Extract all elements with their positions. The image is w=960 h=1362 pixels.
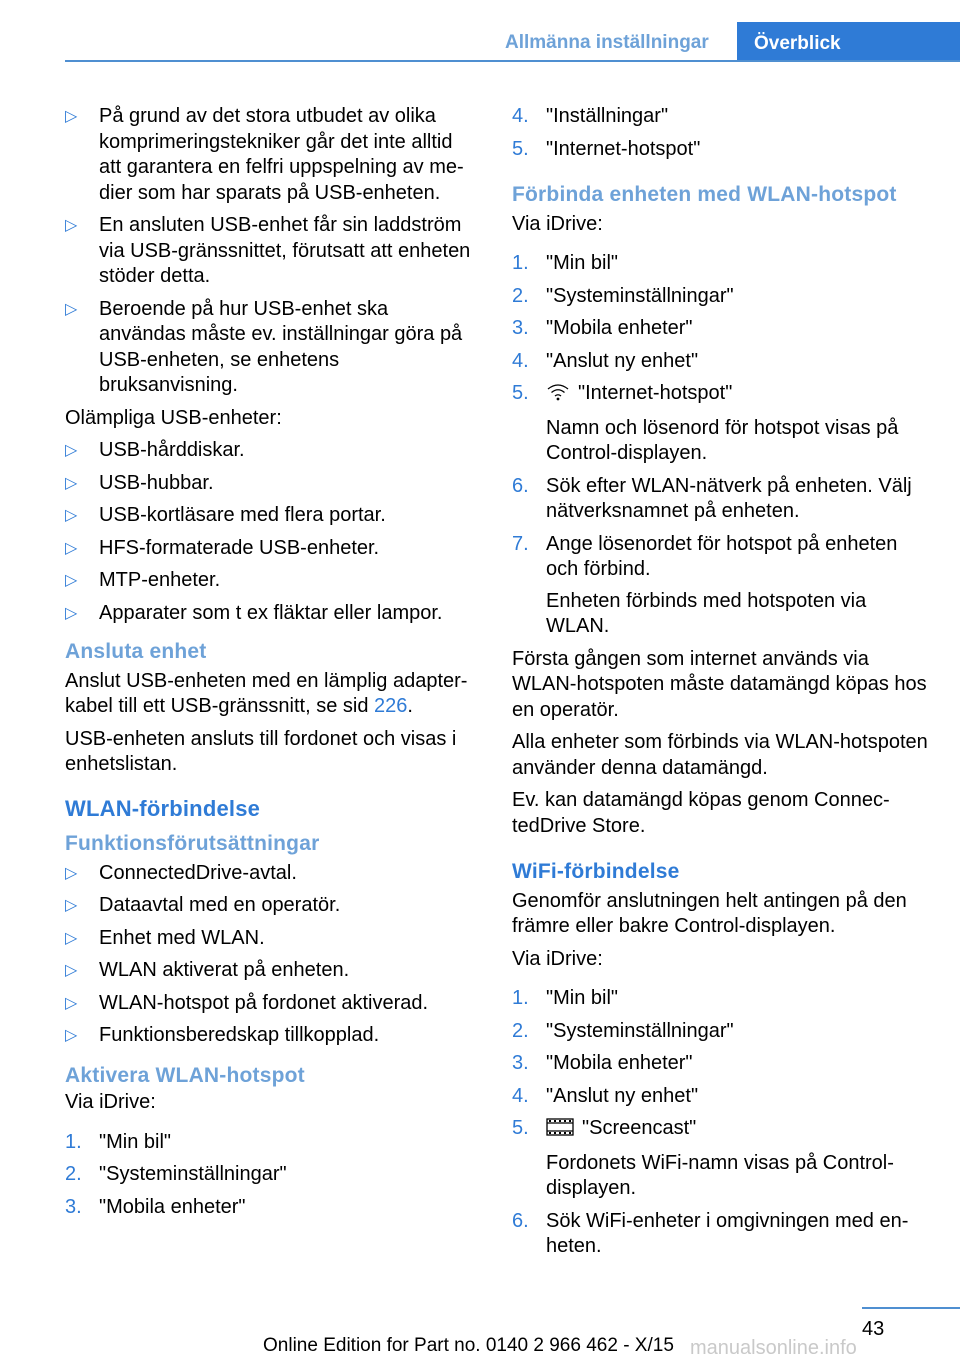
- prerequisites-list: [65, 861, 480, 1049]
- heading-prerequisites: Funktionsförutsättningar: [65, 832, 320, 855]
- hotspot-steps-list: [512, 251, 932, 374]
- bullet-marker-icon: ▷: [65, 962, 78, 979]
- store-paragraph: Ev. kan datamängd köpas genom ConnectedDrive Store.: [512, 789, 890, 837]
- usb-note-item: ▷ Beroende på hur USB-enhet ska användas måste ev. inställningar göra på USB-enheten, se enhetens bruksanvisning.: [65, 297, 480, 399]
- heading-wlan: WLAN-förbindelse: [65, 795, 261, 821]
- left-column: [65, 104, 480, 1227]
- unsuitable-device-item: ▷ USB-hårddiskar.: [65, 438, 480, 464]
- heading-wifi: WiFi-förbindelse: [512, 860, 680, 883]
- header-section-title: Allmänna inställningar: [505, 32, 709, 53]
- connect-paragraph-2: USB-enheten ansluts till fordonet och visas i enhetslistan.: [65, 727, 457, 775]
- watermark: manualsonline.info: [690, 1337, 857, 1359]
- header-tab-overview: Överblick: [737, 22, 960, 62]
- shared-data-paragraph: Alla enheter som förbinds via WLAN-hotspoten använder denna datamängd.: [512, 731, 928, 779]
- footer-rule: [862, 1307, 960, 1309]
- prerequisite-item: ▷ WLAN-hotspot på fordonet aktiverad.: [65, 991, 480, 1017]
- wifi-steps-list: [512, 986, 932, 1109]
- bullet-marker-icon: ▷: [65, 217, 78, 234]
- unsuitable-devices-list: [65, 438, 480, 626]
- activate-step: 5. "Internet-hotspot": [512, 137, 701, 160]
- usb-notes-list: [65, 104, 480, 399]
- bullet-marker-icon: ▷: [65, 604, 78, 622]
- hotspot-step-7: 7. Ange lösenordet för hotspot på enheten och förbind. Enheten förbinds med hotspoten via WLAN.: [512, 532, 898, 637]
- prerequisite-item: ▷ Enhet med WLAN.: [65, 926, 480, 952]
- footer-edition: Online Edition for Part no. 0140 2 966 462 - X/15: [263, 1335, 674, 1356]
- unsuitable-device-item: ▷ USB-kortläsare med flera portar.: [65, 503, 480, 529]
- unsuitable-device-item: ▷ HFS-formaterade USB-enheter.: [65, 536, 480, 562]
- bullet-marker-icon: ▷: [65, 539, 78, 557]
- bullet-marker-icon: ▷: [65, 507, 78, 524]
- via-idrive-label-3: Via iDrive:: [512, 947, 603, 970]
- heading-connect-device: Ansluta enhet: [65, 640, 207, 663]
- prerequisite-item: ▷ Dataavtal med en operatör.: [65, 893, 480, 919]
- page-number: 43: [862, 1318, 885, 1340]
- screencast-icon: [546, 1117, 574, 1145]
- bullet-marker-icon: ▷: [65, 1027, 78, 1044]
- usb-note-item: ▷ På grund av det stora utbudet av olika komprimeringstekniker går det inte alltid att garantera en felfri uppspelning av medier som har sparats på USB-enheten.: [65, 104, 480, 206]
- bullet-marker-icon: ▷: [65, 300, 78, 318]
- wifi-step-6: 6. Sök WiFi-enheter i omgivningen med enheten.: [512, 1209, 909, 1257]
- hotspot-step-6: 6. Sök efter WLAN-nätverk på enheten. Välj nätverksnamnet på enheten.: [512, 474, 912, 522]
- hotspot-step: 2. "Systeminställningar": [512, 284, 734, 307]
- via-idrive-label-2: Via iDrive:: [512, 212, 603, 235]
- activate-step: 4. "Inställningar": [512, 105, 669, 127]
- wifi-step: 2. "Systeminställningar": [512, 1019, 734, 1042]
- activate-step: 2. "Systeminställningar": [65, 1163, 287, 1185]
- unsuitable-device-item: ▷ USB-hubbar.: [65, 471, 480, 497]
- wifi-step-5: 5. "Screencast" Fordonets WiFi-namn visas på Controldisplayen.: [512, 1117, 894, 1199]
- hotspot-step-5: 5. "Internet-hotspot" Namn och lösenord för hotspot visas på Control-displayen.: [512, 382, 899, 464]
- hotspot-step: 4. "Anslut ny enhet": [512, 349, 699, 372]
- unsuitable-device-item: ▷ Apparater som t ex fläktar eller lampor.: [65, 601, 480, 627]
- wifi-step: 1. "Min bil": [512, 987, 618, 1009]
- bullet-marker-icon: ▷: [65, 897, 78, 914]
- bullet-marker-icon: ▷: [65, 442, 78, 459]
- hotspot-step: 1. "Min bil": [512, 252, 618, 274]
- unsuitable-device-item: ▷ MTP-enheter.: [65, 568, 480, 594]
- right-column: [512, 104, 932, 1267]
- via-idrive-label: Via iDrive:: [65, 1091, 156, 1113]
- header-rule: [65, 60, 960, 62]
- activate-step: 1. "Min bil": [65, 1130, 171, 1153]
- activate-step: 3. "Mobila enheter": [65, 1195, 246, 1218]
- activate-steps-continued: [512, 104, 932, 162]
- hotspot-step: 3. "Mobila enheter": [512, 317, 693, 339]
- wifi-step: 3. "Mobila enheter": [512, 1052, 693, 1074]
- wifi-paragraph: Genomför anslutningen helt antingen på den främre eller bakre Control-displayen.: [512, 889, 907, 937]
- activate-steps-list: [65, 1130, 480, 1221]
- heading-activate-hotspot: Aktivera WLAN-hotspot: [65, 1063, 305, 1087]
- wifi-step: 4. "Anslut ny enhet": [512, 1084, 699, 1107]
- bullet-marker-icon: ▷: [65, 864, 78, 882]
- prerequisite-item: ▷ WLAN aktiverat på enheten.: [65, 958, 480, 984]
- heading-connect-hotspot: Förbinda enheten med WLAN-hotspot: [512, 183, 897, 206]
- data-purchase-paragraph: Första gången som internet används via WLAN-hotspoten måste datamängd köpas hos en operatör.: [512, 647, 927, 721]
- prerequisite-item: ▷ ConnectedDrive-avtal.: [65, 861, 480, 887]
- bullet-marker-icon: ▷: [65, 994, 78, 1012]
- unsuitable-label: Olämpliga USB-enheter:: [65, 406, 282, 429]
- bullet-marker-icon: ▷: [65, 929, 78, 947]
- page-link-226[interactable]: 226: [374, 695, 408, 717]
- usb-note-item: ▷ En ansluten USB-enhet får sin laddström via USB-gränssnittet, förutsatt att enheten stöder detta.: [65, 213, 480, 290]
- prerequisite-item: ▷ Funktionsberedskap tillkopplad.: [65, 1023, 480, 1049]
- bullet-marker-icon: ▷: [65, 108, 78, 125]
- bullet-marker-icon: ▷: [65, 474, 78, 492]
- connect-paragraph: Anslut USB-enheten med en lämplig adapterkabel till ett USB-gränssnitt, se sid 226.: [65, 669, 468, 717]
- wifi-icon: [546, 382, 570, 410]
- bullet-marker-icon: ▷: [65, 572, 78, 589]
